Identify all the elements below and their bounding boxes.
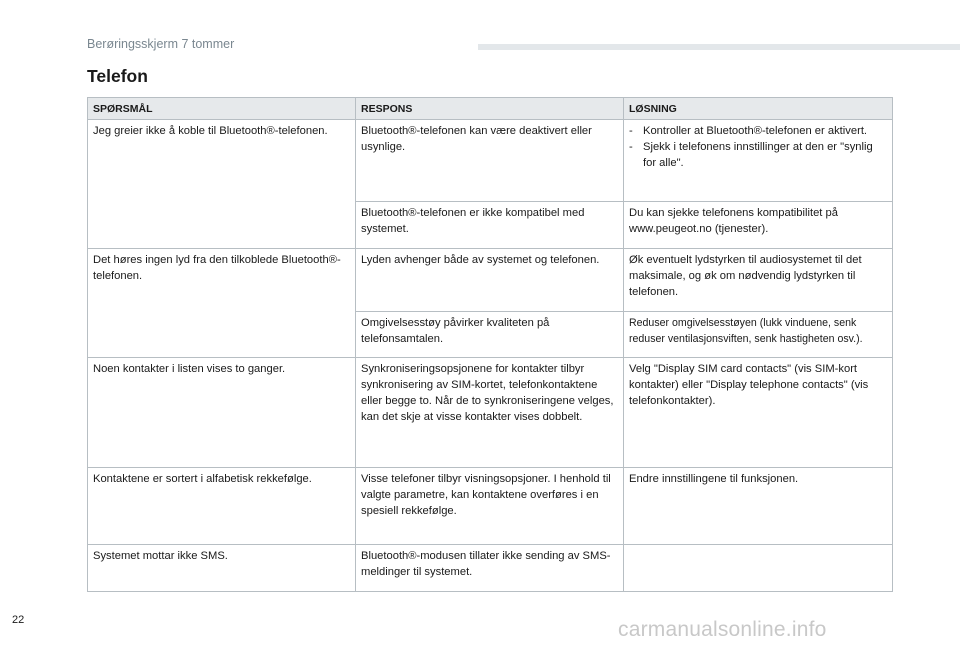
- solution-bullet: - Sjekk i telefonens innstillinger at den er "synlig for alle".: [629, 141, 873, 169]
- response-cell: Synkroniseringsopsjonene for kontakter tilbyr synkronisering av SIM-kortet, telefonkontaktene eller begge to. Når de to synkroniseringene velges, kan det skje at visse kontakter vises dobbelt.: [356, 358, 624, 468]
- table-row: [88, 358, 893, 468]
- response-cell: Visse telefoner tilbyr visningsopsjoner. I henhold til valgte parametre, kan kontaktene overføres i en spesiell rekkefølge.: [356, 468, 624, 545]
- table-row: [88, 120, 893, 202]
- response-cell: Bluetooth®-telefonen er ikke kompatibel med systemet.: [356, 202, 624, 249]
- response-cell: Omgivelsesstøy påvirker kvaliteten på telefonsamtalen.: [356, 312, 624, 358]
- solution-cell: Reduser omgivelsesstøyen (lukk vinduene, senk reduser ventilasjonsviften, senk hastigheten osv.).: [624, 312, 893, 358]
- solution-cell: Endre innstillingene til funksjonen.: [624, 468, 893, 545]
- solution-cell: [624, 545, 893, 592]
- response-cell: Bluetooth®-modusen tillater ikke sending av SMS-meldinger til systemet.: [356, 545, 624, 592]
- question-cell: Noen kontakter i listen vises to ganger.: [88, 358, 356, 468]
- question-cell: Kontaktene er sortert i alfabetisk rekkefølge.: [88, 468, 356, 545]
- header-question: SPØRSMÅL: [88, 98, 356, 120]
- question-cell: Jeg greier ikke å koble til Bluetooth®-telefonen.: [88, 120, 356, 249]
- page-number: 22: [12, 614, 25, 626]
- solution-cell: Du kan sjekke telefonens kompatibilitet på www.peugeot.no (tjenester).: [624, 202, 893, 249]
- solution-cell: Velg "Display SIM card contacts" (vis SIM-kort kontakter) eller "Display telephone contacts" (vis telefonkontakter).: [624, 358, 893, 468]
- header-solution: LØSNING: [624, 98, 893, 120]
- watermark: carmanualsonline.info: [618, 618, 827, 641]
- faq-table: [87, 97, 893, 592]
- table-row: [88, 468, 893, 545]
- table-row: [88, 545, 893, 592]
- question-cell: Systemet mottar ikke SMS.: [88, 545, 356, 592]
- page-title: Telefon: [87, 66, 148, 86]
- section-header: Berøringsskjerm 7 tommer: [87, 37, 235, 51]
- solution-cell: [624, 120, 893, 202]
- solution-bullet: - Kontroller at Bluetooth®-telefonen er aktivert.: [629, 125, 868, 137]
- table-header-row: [88, 98, 893, 120]
- question-cell: Det høres ingen lyd fra den tilkoblede Bluetooth®-telefonen.: [88, 249, 356, 358]
- header-response: RESPONS: [356, 98, 624, 120]
- header-bar: [478, 44, 960, 50]
- response-cell: Bluetooth®-telefonen kan være deaktivert eller usynlige.: [356, 120, 624, 202]
- solution-cell: Øk eventuelt lydstyrken til audiosystemet til det maksimale, og øk om nødvendig lydstyrken til telefonen.: [624, 249, 893, 312]
- table-row: [88, 249, 893, 312]
- response-cell: Lyden avhenger både av systemet og telefonen.: [356, 249, 624, 312]
